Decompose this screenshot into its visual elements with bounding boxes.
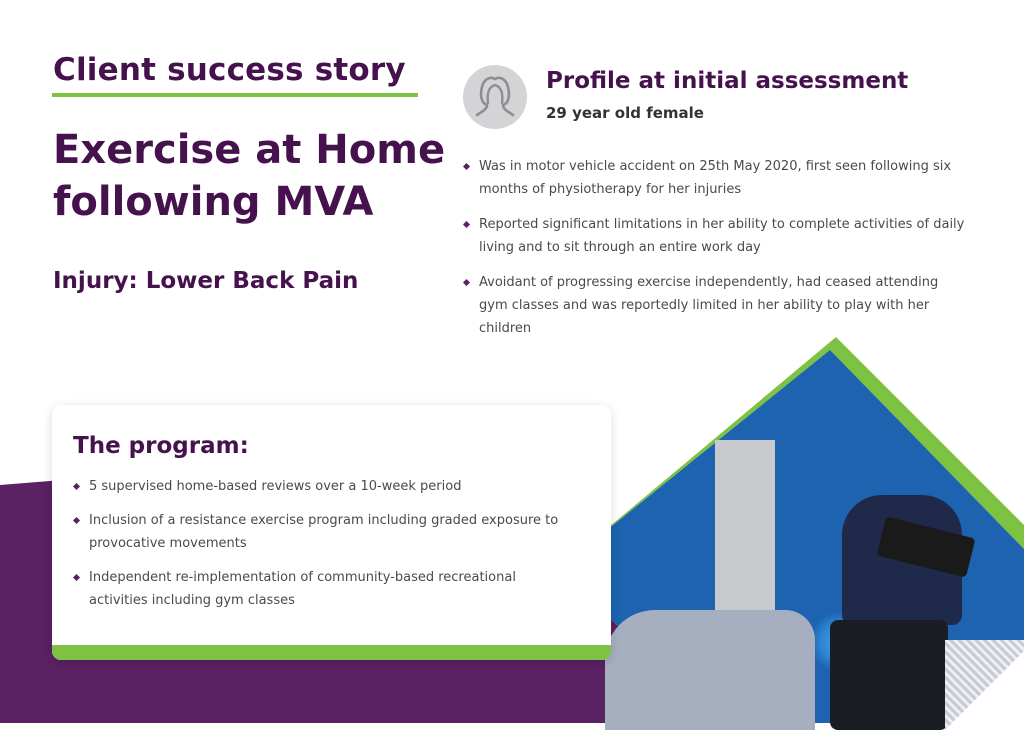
profile-point-text: Avoidant of progressing exercise independently, had ceased attending gym classes and was reportedly limited in her ability to play with her children — [479, 275, 939, 336]
photo-bed — [945, 640, 1024, 730]
program-point-text: Inclusion of a resistance exercise program including graded exposure to provocative movements — [89, 513, 559, 551]
program-title: The program: — [73, 433, 249, 459]
profile-points-list — [463, 155, 973, 352]
diamond-bullet-icon — [73, 517, 80, 524]
program-point — [73, 475, 593, 498]
profile-point — [463, 213, 973, 259]
diamond-bullet-icon — [463, 221, 470, 228]
profile-point — [463, 271, 964, 340]
profile-point-text: Was in motor vehicle accident on 25th May 2020, first seen following six months of physiotherapy for her injuries — [479, 159, 952, 197]
program-points-list — [73, 475, 593, 623]
diamond-bullet-icon — [73, 483, 80, 490]
diamond-bullet-icon — [463, 279, 470, 286]
program-point-text: Independent re-implementation of community-based recreational activities including gym classes — [89, 570, 516, 608]
kicker-heading: Client success story — [53, 52, 406, 88]
diamond-bullet-icon — [463, 163, 470, 170]
profile-point-text: Reported significant limitations in her ability to complete activities of daily living and to sit through an entire work day — [479, 217, 965, 255]
kicker-underline — [52, 93, 418, 97]
program-point — [73, 509, 593, 555]
female-silhouette-icon — [463, 65, 527, 129]
avatar — [463, 65, 527, 129]
card-green-strip — [52, 645, 611, 660]
program-point-text: 5 supervised home-based reviews over a 10-week period — [89, 479, 462, 494]
program-point — [73, 566, 559, 612]
profile-subtitle: 29 year old female — [546, 104, 704, 122]
profile-title: Profile at initial assessment — [546, 68, 909, 94]
profile-point — [463, 155, 973, 201]
page-title: Exercise at Home following MVA — [53, 127, 446, 225]
photo-physio-pants — [830, 620, 948, 730]
diamond-bullet-icon — [73, 574, 80, 581]
injury-heading: Injury: Lower Back Pain — [53, 268, 359, 294]
photo-client-sweater — [605, 610, 815, 730]
program-card — [52, 405, 611, 660]
